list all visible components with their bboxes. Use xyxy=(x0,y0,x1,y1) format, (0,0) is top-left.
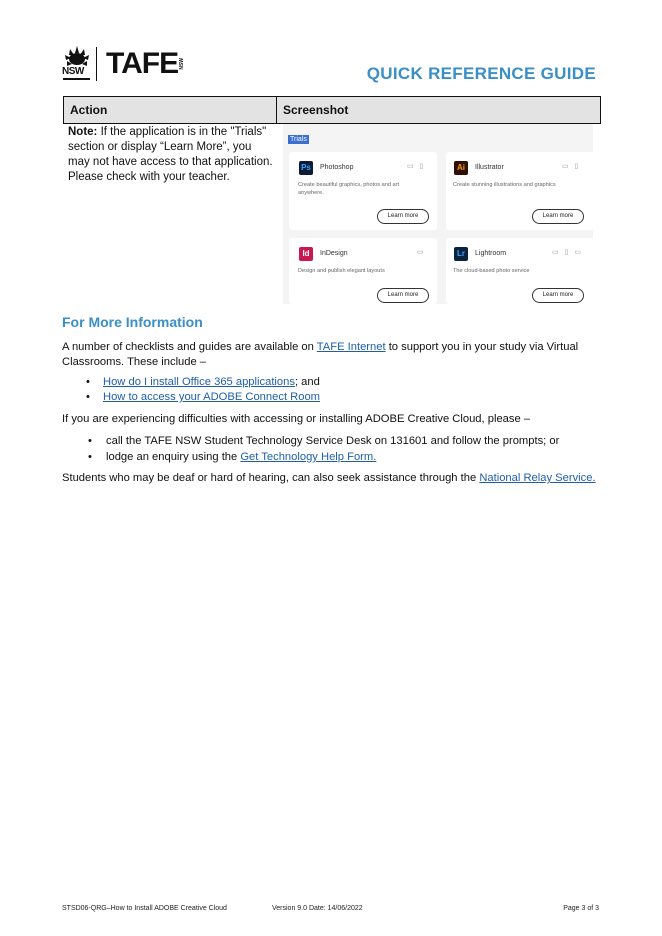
footer-page-number: Page 3 of 3 xyxy=(563,905,599,912)
app-name: Illustrator xyxy=(475,164,504,171)
note-text: If the application is in the "Trials" section or display “Learn More”, you may not have access to that application. Please check with your teacher. xyxy=(68,126,273,183)
app-description: Design and publish elegant layouts xyxy=(298,268,385,274)
intro-paragraph: A number of checklists and guides are available on TAFE Internet to support you in your study via Virtual Classrooms. These include – xyxy=(62,341,579,368)
list-item: • xyxy=(88,435,92,447)
app-card-indesign xyxy=(289,238,437,304)
list-item: • xyxy=(86,376,90,388)
device-icons: ▭ ▯ ▭ xyxy=(552,249,583,256)
section-heading: For More Information xyxy=(62,314,203,330)
table-header xyxy=(63,96,601,124)
list-item: • xyxy=(86,391,90,403)
relay-paragraph: Students who may be deaf or hard of hearing, can also seek assistance through the National Relay Service. xyxy=(62,472,596,484)
list-item: call the TAFE NSW Student Technology Service Desk on 131601 and follow the prompts; or xyxy=(106,435,560,447)
illustrator-icon: Ai xyxy=(454,161,468,175)
app-description: The cloud-based photo service xyxy=(453,268,530,274)
list-item: lodge an enquiry using the Get Technology Help Form. xyxy=(106,451,377,463)
list-item: How do I install Office 365 applications; and xyxy=(103,376,320,388)
national-relay-service-link[interactable]: National Relay Service. xyxy=(479,472,596,484)
technology-help-form-link[interactable]: Get Technology Help Form. xyxy=(240,451,377,463)
adobe-connect-link[interactable]: How to access your ADOBE Connect Room xyxy=(103,391,321,403)
column-screenshot: Screenshot xyxy=(283,103,349,117)
tafe-wordmark: TAFE xyxy=(106,47,179,80)
tafe-nsw-small: NSW xyxy=(179,58,186,70)
device-icons: ▭ xyxy=(417,249,426,256)
app-card-illustrator xyxy=(446,152,594,230)
office365-install-link[interactable]: How do I install Office 365 applications xyxy=(103,376,295,388)
adobe-trials-screenshot xyxy=(283,124,593,304)
device-icons: ▭ ▯ xyxy=(407,163,426,170)
indesign-icon: Id xyxy=(299,247,313,261)
learn-more-button[interactable]: Learn more xyxy=(377,288,429,303)
nsw-text: NSW xyxy=(62,66,84,77)
learn-more-button[interactable]: Learn more xyxy=(377,209,429,224)
tafe-nsw-logo xyxy=(62,44,185,84)
device-icons: ▭ ▯ xyxy=(562,163,581,170)
learn-more-button[interactable]: Learn more xyxy=(532,209,584,224)
list-item xyxy=(103,390,320,405)
app-name: Lightroom xyxy=(475,250,507,257)
app-name: Photoshop xyxy=(320,164,354,171)
photoshop-icon: Ps xyxy=(299,161,313,175)
app-card-photoshop xyxy=(289,152,437,230)
footer-doc-id: STSD06-QRG–How to Install ADOBE Creative Cloud xyxy=(62,905,227,912)
list-item: • xyxy=(88,451,92,463)
app-card-lightroom xyxy=(446,238,594,304)
lightroom-icon: Lr xyxy=(454,247,468,261)
document-type-title: QUICK REFERENCE GUIDE xyxy=(366,64,596,83)
column-action: Action xyxy=(70,103,108,117)
trials-label: Trials xyxy=(290,136,307,143)
app-name: InDesign xyxy=(320,250,348,257)
footer-version: Version 9.0 Date: 14/06/2022 xyxy=(272,905,363,912)
tafe-internet-link[interactable]: TAFE Internet xyxy=(316,341,386,353)
note-cell xyxy=(68,125,273,185)
difficulty-paragraph: If you are experiencing difficulties with accessing or installing ADOBE Creative Cloud, please – xyxy=(62,413,531,425)
note-label: Note: xyxy=(68,126,98,138)
learn-more-button[interactable]: Learn more xyxy=(532,288,584,303)
app-description: Create beautiful graphics, photos and art anywhere. xyxy=(298,182,400,196)
app-description: Create stunning illustrations and graphics xyxy=(453,182,556,188)
waratah-icon xyxy=(62,44,92,84)
